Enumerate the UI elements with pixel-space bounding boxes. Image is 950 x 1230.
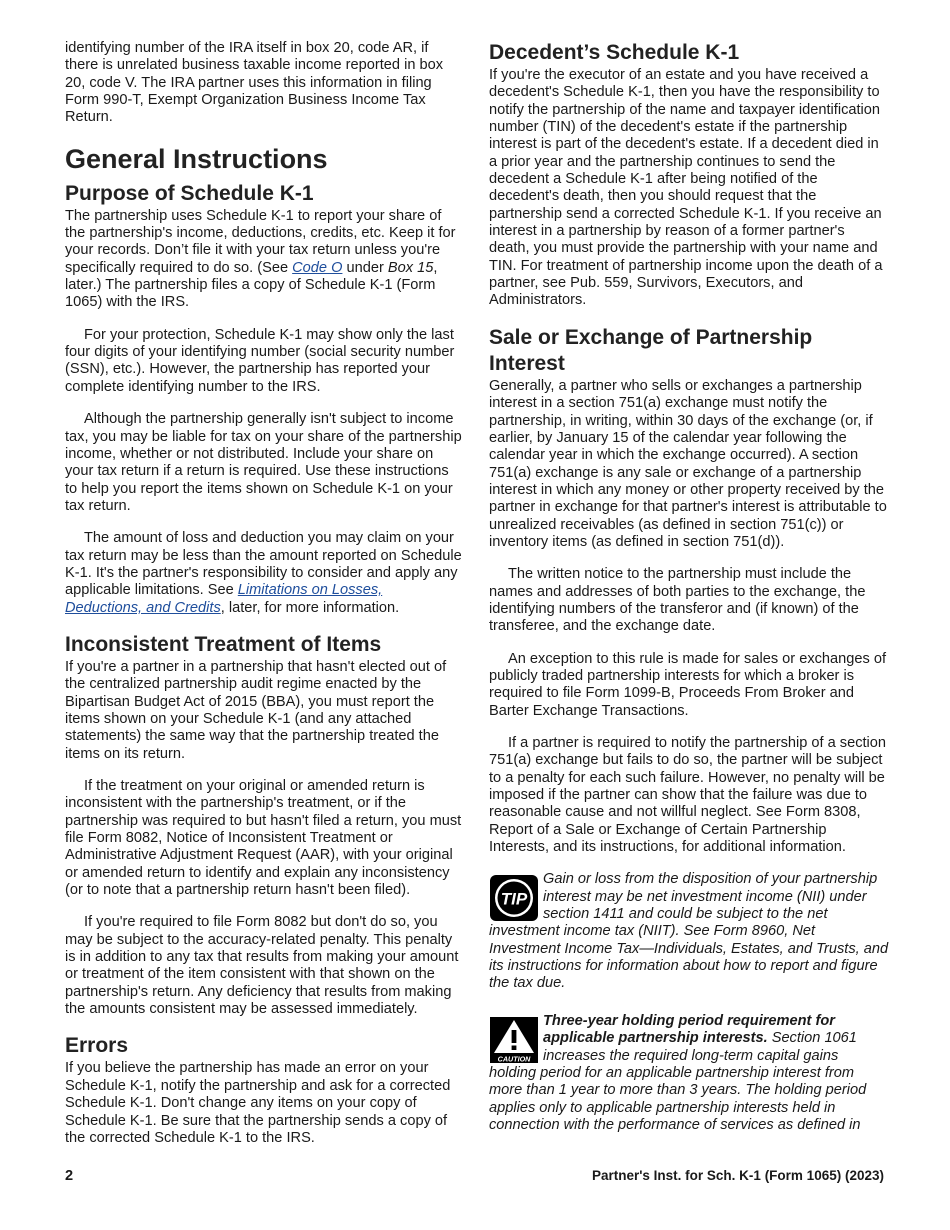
caution-icon-label: CAUTION — [497, 1054, 531, 1064]
tip-icon — [489, 874, 539, 922]
purpose-paragraph-3: Although the partnership generally isn't subject to income tax, you may be liable for tax on your share of the partnership income, whether or not distributed. Include your share on your tax return if a return is required. Use these instructions to help you report the items shown on Schedule K-1 on your tax return. — [65, 411, 462, 514]
errors-heading: Errors — [65, 1034, 129, 1058]
purpose-paragraph-4: The amount of loss and deduction you may claim on your tax return may be less than the amount reported on Schedule K-1. It's the partner's responsibility to consider and apply any applicable limitations. See Limitations on Losses, Deductions, and Credits, later, for more information. — [65, 530, 462, 616]
document-title: Partner's Inst. for Sch. K-1 (Form 1065) (2023) — [591, 1168, 884, 1183]
general-instructions-heading: General Instructions — [65, 143, 328, 174]
caution-text: Section 1061 increases the required long-term capital gains holding period for an applicable partnership interest from more than 1 year to more than 3 years. The holding period applies only to applicable partnership interests held in connection with the performance of services as defined in — [489, 1030, 867, 1133]
inconsistent-paragraph-1: If you're a partner in a partnership that hasn't elected out of the centralized partnership audit regime enacted by the Bipartisan Budget Act of 2015 (BBA), you must report the items shown on your Schedule K-1 (and any attached statements) the same way that the partnership treated the items on its return. — [65, 658, 447, 762]
code-o-link[interactable]: Code O — [292, 259, 343, 276]
intro-paragraph: identifying number of the IRA itself in box 20, code AR, if there is unrelated business taxable income reported in box 20, code V. The IRA partner uses this information in filing Form 990-T, Exempt Organization Business Income Tax Return. — [65, 40, 444, 126]
purpose-paragraph-2: For your protection, Schedule K-1 may show only the last four digits of your identifying number (social security number (SSN), etc.). However, the partnership has reported your complete identifying number to the IRS. — [65, 326, 455, 395]
tip-note — [489, 871, 889, 992]
right-column — [489, 40, 889, 1154]
sale-exchange-heading: Sale or Exchange of Partnership Interest — [489, 325, 813, 375]
tip-icon-label: TIP — [500, 889, 528, 909]
page-number: 2 — [65, 1168, 74, 1184]
limitations-link[interactable]: Limitations on Losses, Deductions, and Credits — [65, 582, 383, 616]
caution-icon — [489, 1016, 539, 1064]
errors-paragraph: If you believe the partnership has made an error on your Schedule K-1, notify the partnership and ask for a corrected Schedule K-1. Don't change any items on your copy of Schedule K-1. Be sure that the partnership sends a copy of the corrected Schedule K-1 to the IRS. — [65, 1060, 451, 1146]
inconsistent-treatment-heading: Inconsistent Treatment of Items — [65, 632, 382, 656]
decedent-paragraph: If you're the executor of an estate and you have received a decedent's Schedule K-1, then you have the responsibility to notify the partnership of the name and taxpayer identification number (TIN) of the decedent's estate if the partnership interest is part of the decedent's estate. If a decedent died in a prior year and the partnership continues to send the decedent a Schedule K-1 after being notified of the decedent's death, then you should request that the partnership send a corrected Schedule K-1. If you receive an interest in a partnership by reason of a former partner's death, you must provide the partnership with your name and TIN. For treatment of partnership income upon the death of a partner, see Pub. 559, Survivors, Executors, and Administrators. — [489, 67, 883, 309]
purpose-heading: Purpose of Schedule K-1 — [65, 181, 314, 205]
sale-paragraph-1: Generally, a partner who sells or exchanges a partnership interest in a section 751(a) exchange must notify the partnership, in writing, within 30 days of the exchange (or, if earlier, by January 15 of the calendar year following the calendar year in which the exchange occurred). A section 751(a) exchange is any sale or exchange of a partnership interest in which any money or other property received by the partner in exchange for that partner's interest is attributable to unrealized receivables (as defined in section 751(c)) or inventory items (as defined in section 751(d)). — [489, 377, 887, 550]
tip-text: Gain or loss from the disposition of your partnership interest may be net investment income (NII) under section 1411 and could be subject to the net investment income tax (NIIT). See Form 8960, Net Investment Income Tax—Individuals, Estates, and Trusts, and its instructions for information about how to report and figure the tax due. — [489, 871, 889, 992]
sale-paragraph-3: An exception to this rule is made for sales or exchanges of publicly traded partnership interests for which a broker is required to file Form 1099-B, Proceeds From Broker and Barter Exchange Transactions. — [489, 650, 887, 719]
caution-note — [489, 1013, 889, 1134]
left-column — [65, 40, 463, 1162]
sale-paragraph-4: If a partner is required to notify the partnership of a section 751(a) exchange but fails to do so, the partner will be subject to a penalty for each such failure. However, no penalty will be imposed if the partner can show that the failure was due to reasonable cause and not willful neglect. See Form 8308, Report of a Sale or Exchange of Certain Partnership Interests, and its instructions, for additional information. — [489, 735, 887, 856]
decedent-heading: Decedent’s Schedule K-1 — [489, 41, 740, 64]
sale-paragraph-2: The written notice to the partnership must include the names and addresses of both parties to the exchange, the identifying numbers of the transferor and (if known) of the transferee, and the exchange date. — [489, 566, 866, 635]
caution-bold-text: Three-year holding period requirement for applicable partnership interests. — [543, 1012, 835, 1047]
inconsistent-paragraph-3: If you're required to file Form 8082 but don't do so, you may be subject to the accuracy-related penalty. This penalty is in addition to any tax that results from making your amount or treatment of the item consistent with that shown on the partnership's return. Any deficiency that results from making the amounts consistent may be assessed immediately. — [65, 914, 459, 1018]
inconsistent-paragraph-2: If the treatment on your original or amended return is inconsistent with the partnership's treatment, or if the partnership was required to but hasn't filed a return, you must file Form 8082, Notice of Inconsistent Treatment or Administrative Adjustment Request (AAR), with your original or amended return to identify and explain any inconsistency (or to note that a partnership return hasn't been filed). — [65, 778, 462, 899]
purpose-paragraph-1: The partnership uses Schedule K-1 to report your share of the partnership's income, deductions, credits, etc. Keep it for your records. Don’t file it with your tax return unless you're specifically required to do so. (See Code O under Box 15, later.) The partnership files a copy of Schedule K-1 (Form 1065) with the IRS. — [65, 207, 456, 311]
